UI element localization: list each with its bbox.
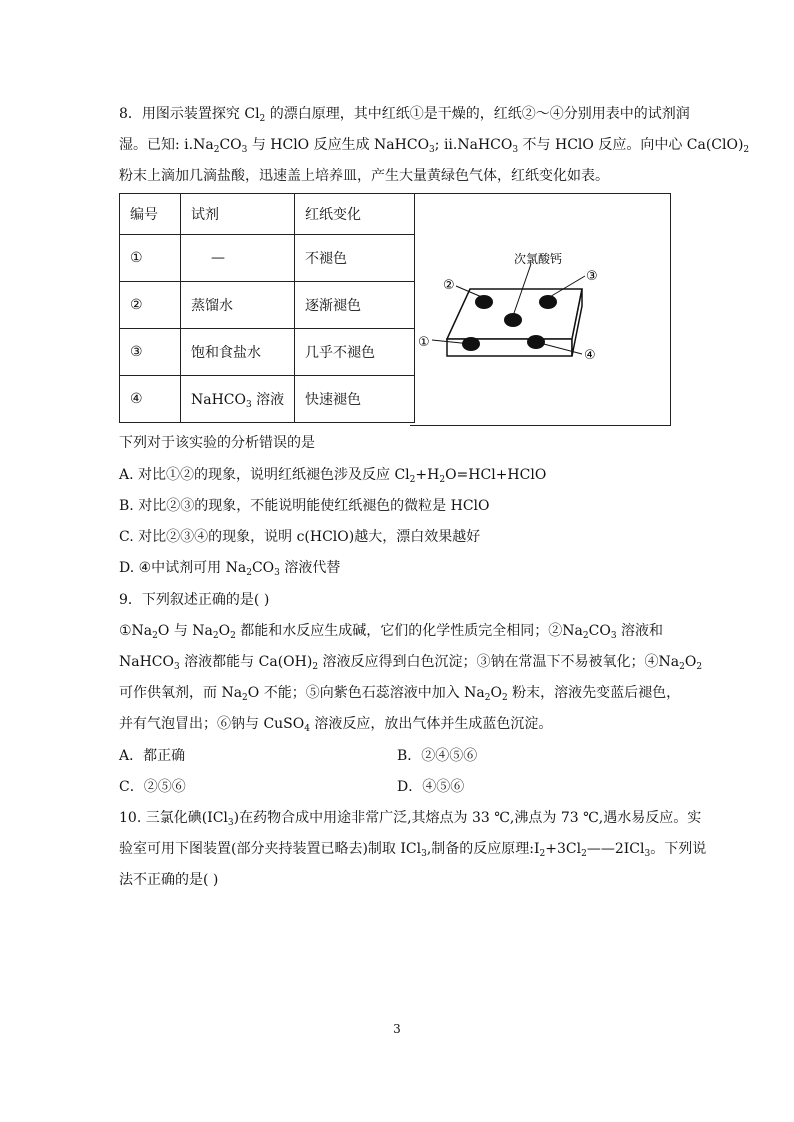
- row-change: 逐渐褪色: [295, 282, 415, 329]
- q9-option-a: A．都正确: [119, 748, 186, 764]
- page-number: 3: [393, 1022, 401, 1036]
- label-1: ①: [418, 335, 430, 350]
- q8-option-b: B. 对比②③的现象，不能说明能使红纸褪色的微粒是 HClO: [119, 498, 490, 514]
- q8-line-1: 8．用图示装置探究 $Cl_2$ 的漂白原理，其中红纸①是干燥的，红纸②～④分别用表中的试剂润: [119, 106, 690, 124]
- header-no: 编号: [120, 194, 181, 235]
- row-no: ③: [120, 329, 181, 376]
- paper-spot-3: [539, 295, 557, 309]
- label-2: ②: [443, 278, 455, 293]
- apparatus-figure: [410, 193, 671, 426]
- label-center: 次氯酸钙: [514, 252, 563, 266]
- row-reagent: 蒸馏水: [181, 282, 295, 329]
- paper-spot-2: [475, 295, 493, 309]
- q9-line-4: 并有气泡冒出；⑥钠与 CuSO$_4$ 溶液反应，放出气体并生成蓝色沉淀。: [119, 716, 553, 734]
- row-change: 不褪色: [295, 235, 415, 282]
- row-change: 快速褪色: [295, 376, 415, 423]
- row-reagent: —: [181, 235, 295, 282]
- q8-line-3: 粉末上滴加几滴盐酸，迅速盖上培养皿，产生大量黄绿色气体，红纸变化如表。: [119, 168, 609, 184]
- table-header-row: [120, 194, 415, 235]
- q10-line-2: 验室可用下图装置(部分夹持装置已略去)制取 ICl$_3$,制备的反应原理$:I_2+3Cl_2——2ICl_3$。下列说: [119, 841, 707, 859]
- q8-option-c: C. 对比②③④的现象，说明 c(HClO)越大，漂白效果越好: [119, 529, 481, 545]
- table-row: [120, 235, 415, 282]
- row-change: 几乎不褪色: [295, 329, 415, 376]
- q8-stem: 下列对于该实验的分析错误的是: [119, 435, 315, 451]
- q8-line-2: 湿。已知: $i.Na_2CO_3$ 与 HClO 反应生成 NaHCO$_3$; ii.NaHCO$_3$ 不与 HClO 反应。向中心 $Ca(ClO)_2$: [119, 137, 750, 155]
- q9-option-b: B．②④⑤⑥: [397, 748, 478, 764]
- row-reagent: NaHCO$_3$ 溶液: [181, 376, 295, 423]
- row-no: ②: [120, 282, 181, 329]
- table-row: [120, 329, 415, 376]
- row-no: ①: [120, 235, 181, 282]
- q9-line-2: NaHCO$_3$ 溶液都能与 $Ca(OH)_2$ 溶液反应得到白色沉淀；③钠在常温下不易被氧化；$④Na_2O_2$: [119, 654, 703, 672]
- q9-title: 9．下列叙述正确的是( ): [119, 592, 270, 608]
- table-row: [120, 376, 415, 423]
- petri-apparatus-diagram: [410, 194, 670, 425]
- row-reagent: 饱和食盐水: [181, 329, 295, 376]
- q8-option-a: A. 对比①②的现象，说明红纸褪色涉及反应 $Cl_2+H_2O=HCl+HClO$: [119, 467, 547, 485]
- label-4: ④: [584, 348, 596, 363]
- q9-line-3: 可作供氧剂，而 $Na_2O$ 不能；⑤向紫色石蕊溶液中加入 $Na_2O_2$ 粉末，溶液先变蓝后褪色，: [119, 685, 681, 703]
- q9-option-c: C．②⑤⑥: [119, 779, 186, 795]
- table-row: [120, 282, 415, 329]
- label-3: ③: [586, 269, 598, 284]
- reagent-table: [119, 193, 415, 423]
- row-no: ④: [120, 376, 181, 423]
- header-reagent: 试剂: [181, 194, 295, 235]
- q9-line-1: $①Na_2O$ 与 $Na_2O_2$ 都能和水反应生成碱，它们的化学性质完全相同；$②Na_2CO_3$ 溶液和: [119, 623, 663, 641]
- header-change: 红纸变化: [295, 194, 415, 235]
- q10-line-1: 10. 三氯化碘(ICl$_3$)在药物合成中用途非常广泛,其熔点为 33 ℃,沸点为 73 ℃,遇水易反应。实: [119, 810, 702, 828]
- q8-option-d: D. ④中试剂可用 $Na_2CO_3$ 溶液代替: [119, 560, 341, 578]
- q10-line-3: 法不正确的是( ): [119, 872, 219, 888]
- q9-option-d: D．④⑤⑥: [397, 779, 465, 795]
